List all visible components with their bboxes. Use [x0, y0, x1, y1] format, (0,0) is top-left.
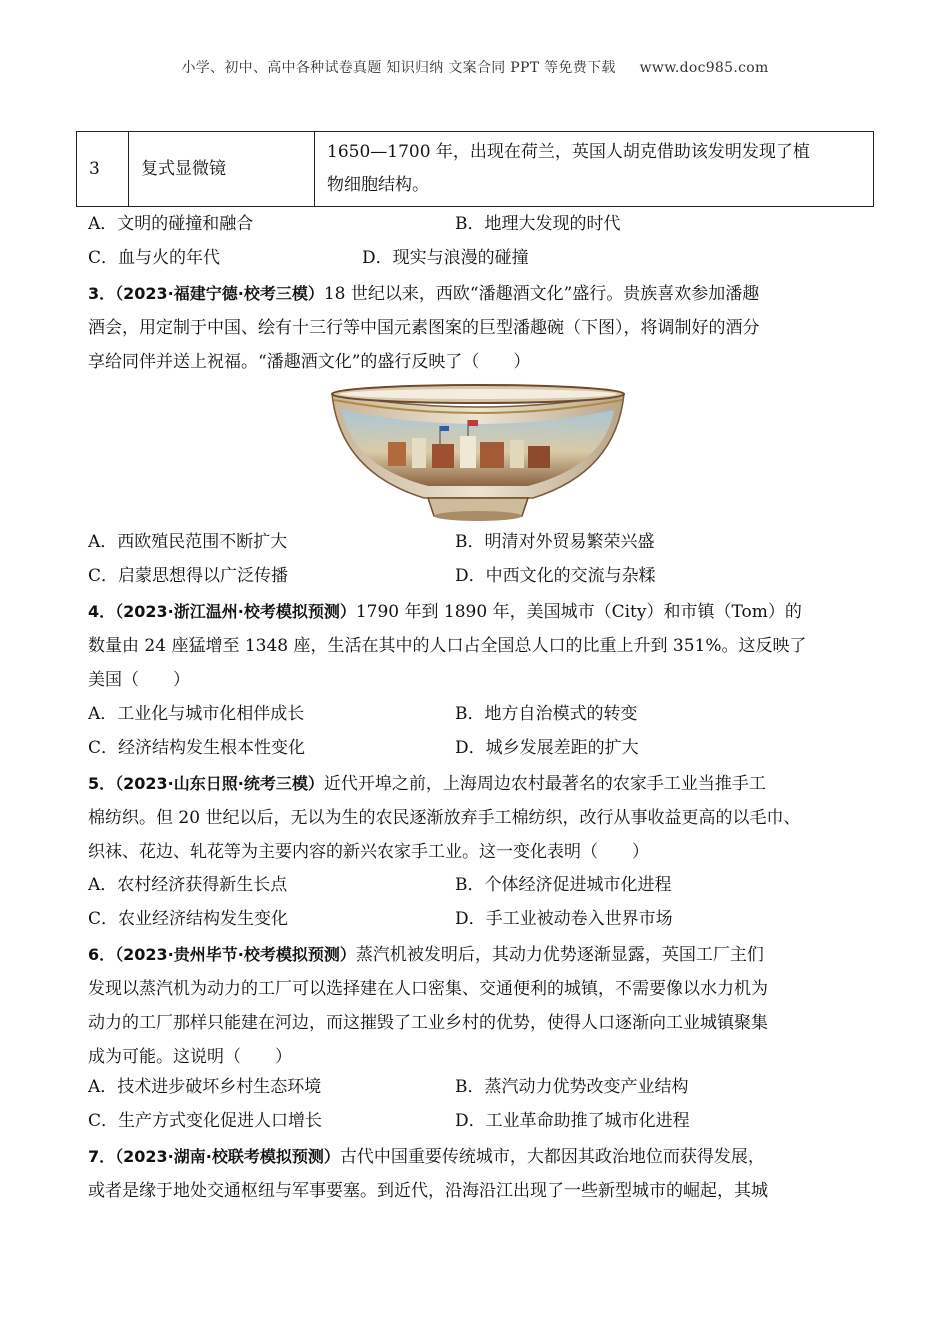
- table-desc-line: 1650—1700 年，出现在荷兰，英国人胡克借助该发明发现了植: [327, 142, 810, 162]
- q3-stem-line: 享给同伴并送上祝福。“潘趣酒文化”的盛行反映了（ ）: [88, 352, 531, 372]
- q6-source: （2023·贵州毕节·校考模拟预测）: [115, 945, 356, 964]
- header-text: 小学、初中、高中各种试卷真题 知识归纳 文案合同 PPT 等免费下载: [181, 60, 616, 76]
- q6-number: 6．: [88, 945, 116, 964]
- q2-option-d[interactable]: D．现实与浪漫的碰撞: [362, 248, 529, 268]
- question-5: [88, 767, 878, 869]
- q6-option-a[interactable]: A．技术进步破坏乡村生态环境: [88, 1077, 322, 1097]
- q5-option-c[interactable]: C．农业经济结构发生变化: [88, 909, 289, 929]
- q3-option-d[interactable]: D．中西文化的交流与杂糅: [455, 566, 656, 586]
- q5-stem-line: 织袜、花边、轧花等为主要内容的新兴农家手工业。这一变化表明（ ）: [88, 842, 649, 862]
- q2-option-a[interactable]: A．文明的碰撞和融合: [88, 214, 254, 234]
- q3-stem-line: 酒会，用定制于中国、绘有十三行等中国元素图案的巨型潘趣碗（下图），将调制好的酒分: [88, 318, 760, 338]
- q5-number: 5．: [88, 774, 116, 793]
- q3-stem-line: 18 世纪以来，西欧“潘趣酒文化”盛行。贵族喜欢参加潘趣: [323, 284, 760, 304]
- q5-stem-line: 近代开埠之前，上海周边农村最著名的农家手工业当推手工: [323, 774, 766, 794]
- question-4: [88, 595, 878, 697]
- table-desc-line: 物细胞结构。: [327, 175, 429, 195]
- q7-number: 7．: [88, 1147, 116, 1166]
- q4-option-b[interactable]: B．地方自治模式的转变: [455, 704, 638, 724]
- q6-stem-line: 蒸汽机被发明后，其动力优势逐渐显露，英国工厂主们: [355, 945, 764, 965]
- q7-stem-line: 或者是缘于地处交通枢纽与军事要塞。到近代，沿海沿江出现了一些新型城市的崛起，其城: [88, 1181, 768, 1201]
- header-site[interactable]: www.doc985.com: [639, 60, 769, 76]
- q6-stem-line: 成为可能。这说明（ ）: [88, 1047, 292, 1067]
- q4-number: 4．: [88, 602, 116, 621]
- q2-option-b[interactable]: B．地理大发现的时代: [455, 214, 621, 234]
- q7-stem-line: 古代中国重要传统城市，大都因其政治地位而获得发展，: [339, 1147, 765, 1167]
- q5-option-a[interactable]: A．农村经济获得新生长点: [88, 875, 288, 895]
- q3-source: （2023·福建宁德·校考三模）: [115, 284, 324, 303]
- invention-table: [76, 131, 874, 207]
- q6-stem-line: 发现以蒸汽机为动力的工厂可以选择建在人口密集、交通便利的城镇，不需要像以水力机为: [88, 979, 768, 999]
- q5-source: （2023·山东日照·统考三模）: [115, 774, 324, 793]
- q6-stem-line: 动力的工厂那样只能建在河边，而这摧毁了工业乡村的优势，使得人口逐渐向工业城镇聚集: [88, 1013, 768, 1033]
- question-7: [88, 1140, 878, 1208]
- q4-stem-line: 数量由 24 座猛增至 1348 座，生活在其中的人口占全国总人口的比重上升到 351%。这反映了: [88, 636, 807, 656]
- table-row: [77, 132, 874, 207]
- question-6: [88, 938, 878, 1074]
- punch-bowl-image: [328, 380, 628, 524]
- q5-option-d[interactable]: D．手工业被动卷入世界市场: [455, 909, 673, 929]
- q5-stem-line: 棉纺织。但 20 世纪以后，无以为生的农民逐渐放弃手工棉纺织，改行从事收益更高的以毛巾、: [88, 808, 801, 828]
- q3-option-c[interactable]: C．启蒙思想得以广泛传播: [88, 566, 289, 586]
- q2-option-c[interactable]: C．血与火的年代: [88, 248, 221, 268]
- q4-source: （2023·浙江温州·校考模拟预测）: [115, 602, 356, 621]
- page-header: [0, 57, 950, 77]
- q4-option-c[interactable]: C．经济结构发生根本性变化: [88, 738, 306, 758]
- q4-option-d[interactable]: D．城乡发展差距的扩大: [455, 738, 639, 758]
- table-cell-desc: [315, 132, 874, 207]
- q5-option-b[interactable]: B．个体经济促进城市化进程: [455, 875, 672, 895]
- q3-option-b[interactable]: B．明清对外贸易繁荣兴盛: [455, 532, 655, 552]
- q6-option-b[interactable]: B．蒸汽动力优势改变产业结构: [455, 1077, 689, 1097]
- q3-option-a[interactable]: A．西欧殖民范围不断扩大: [88, 532, 288, 552]
- table-cell-num: 3: [77, 132, 129, 207]
- q4-stem-line: 1790 年到 1890 年，美国城市（City）和市镇（Tom）的: [355, 602, 802, 622]
- punch-bowl-illustration: [328, 380, 628, 524]
- q4-option-a[interactable]: A．工业化与城市化相伴成长: [88, 704, 305, 724]
- table-cell-name: 复式显微镜: [129, 132, 315, 207]
- q6-option-d[interactable]: D．工业革命助推了城市化进程: [455, 1111, 690, 1131]
- q6-option-c[interactable]: C．生产方式变化促进人口增长: [88, 1111, 323, 1131]
- q4-stem-line: 美国（ ）: [88, 670, 190, 690]
- question-3: [88, 277, 878, 379]
- q3-number: 3．: [88, 284, 116, 303]
- q7-source: （2023·湖南·校联考模拟预测）: [115, 1147, 340, 1166]
